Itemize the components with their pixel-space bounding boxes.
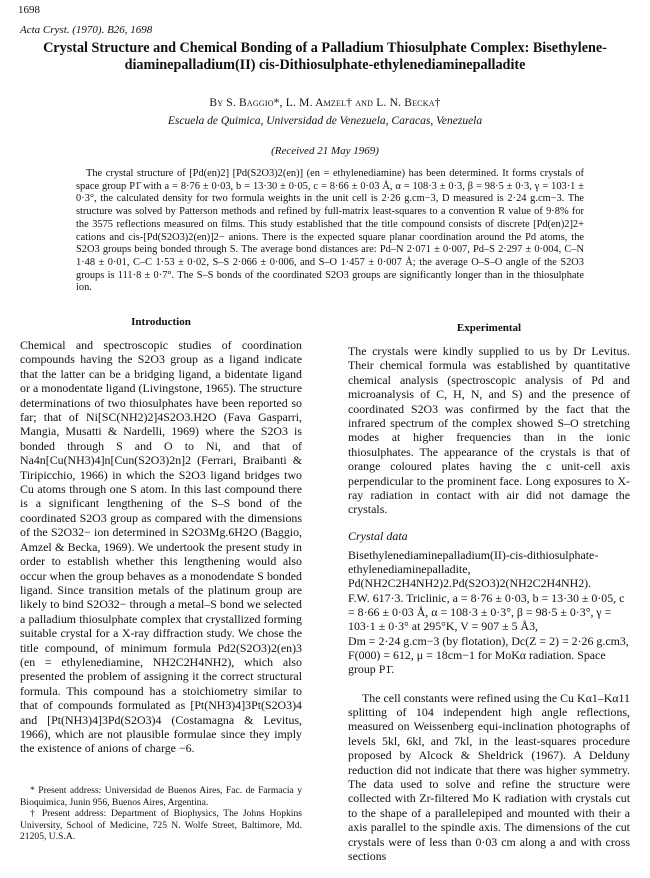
introduction-heading: Introduction bbox=[131, 316, 191, 328]
left-column bbox=[20, 316, 302, 756]
experimental-heading: Experimental bbox=[456, 322, 522, 334]
footnote-1: * Present address: Universidad de Buenos Aires, Fac. de Farmacia y Bioquimica, Junin 956, Buenos Aires, Argentina. bbox=[20, 785, 302, 808]
experimental-text-2: The cell constants were refined using the Cu Kα1–Kα11 splitting of 104 independent high angle reflections, measured on Weissenberg equi-inclination photographs of levels 5kl, 6kl, and 7kl, in the least-squares procedure proposed by Alcock & Sheldrick (1967). A Delduny reduction did not indicate that there was higher symmetry. The data used to solve and refine the structure were collected with Zr-filtered Mo K radiation with crystals cut to the shape of a parallelepiped and mounted with their a axis parallel to the spindle axis. The dimensions of the cut crystals were of less than 0·03 cm along a and with cross sections bbox=[348, 690, 630, 864]
footnote-2: † Present address: Department of Biophysics, The Johns Hopkins University, School of Medicine, 725 N. Wolfe Street, Baltimore, Md. 21205, U.S.A. bbox=[20, 808, 302, 843]
title-line-2: diaminepalladium(II) cis-Dithiosulphate-ethylenediaminepalladite bbox=[124, 57, 526, 73]
received-date: (Received 21 May 1969) bbox=[271, 145, 379, 157]
affiliation: Escuela de Quimica, Universidad de Venezuela, Caracas, Venezuela bbox=[167, 115, 483, 127]
right-column bbox=[348, 316, 630, 863]
page-number: 1698 bbox=[18, 4, 40, 16]
title-line-1: Crystal Structure and Chemical Bonding of a Palladium Thiosulphate Complex: Bisethylene- bbox=[43, 40, 607, 56]
experimental-text: The crystals were kindly supplied to us by Dr Levitus. Their chemical formula was established by quantitative chemical analysis (spectroscopic analysis of Pd and microanalysis of C, H, N, and S) and the presence of coordinated S2O3 was confirmed by the fact that the infrared spectrum of the complex showed S–O stretching modes at higher frequencies than in the ionic thiosulphates. The appearance of the crystals is that of orange coloured plates having the c unit-cell axis perpendicular to the prominent face. Long exposures to X-ray radiation in contact with air did not damage the crystals. bbox=[348, 344, 630, 517]
journal-citation: Acta Cryst. (1970). B26, 1698 bbox=[20, 24, 153, 36]
abstract bbox=[76, 168, 584, 295]
crystal-data-line-3: F.W. 617·3. Triclinic, a = 8·76 ± 0·03, b = 13·30 ± 0·05, c = 8·66 ± 0·03 Å, α = 108·3 ± 0·3°, β = 98·5 ± 0·3°, γ = 103·1 ± 0·3° at 295°K, V = 907 ± 5 Å3, bbox=[348, 590, 625, 634]
crystal-data-heading: Crystal data bbox=[348, 528, 408, 543]
crystal-data-line-2: Pd(NH2C2H4NH2)2.Pd(S2O3)2(NH2C2H4NH2). bbox=[348, 576, 592, 591]
crystal-data bbox=[348, 548, 630, 677]
crystal-data-line-1: Bisethylenediaminepalladium(II)-cis-dithiosulphate-ethylenediaminepalladite, bbox=[348, 547, 599, 577]
abstract-text: The crystal structure of [Pd(en)2] [Pd(S2O3)2(en)] (en = ethylenediamine) has been determined. It forms crystals of space group P1̄ with a = 8·76 ± 0·03, b = 13·30 ± 0·05, c = 8·66 ± 0·03 Å, α = 108·3 ± 0·3, β = 98·5 ± 0·3, γ = 103·1 ± 0·3°, the calculated density for two formula weights in the unit cell is 2·26 g.cm−3, D measured is 2·24 g.cm−3. The structure was solved by Patterson methods and refined by full-matrix least-squares to a convention R value of 9·8% for the 3575 reflections measured on films. This study established that the title compound consists of discrete [Pd(en)2]2+ cations and cis-[Pd(S2O3)2(en)]2− anions. There is the expected square planar coordination around the Pd atoms, the S2O3 groups being bonded through S. The average bond distances are: Pd–N 2·071 ± 0·007, Pd–S 2·297 ± 0·004, C–N 1·48 ± 0·01, C–C 1·53 ± 0·02, S–S 2·066 ± 0·006, and S–O 1·457 ± 0·007 Å; the average O–S–O angle of the S2O3 groups is 111·8 ± 0·7°. The S–S bonds of the coordinated S2O3 groups are significantly longer than in the thiosulphate ion. bbox=[76, 168, 584, 294]
paper-title bbox=[16, 40, 634, 74]
crystal-data-line-4: Dm = 2·24 g.cm−3 (by flotation), Dc(Z = 2) = 2·26 g.cm3, F(000) = 612, μ = 18cm−1 for MoKα radiation. Space group P1̄. bbox=[348, 633, 629, 677]
introduction-text: Chemical and spectroscopic studies of coordination compounds having the S2O3 group as a ligand indicate that the latter can be a bridging ligand, a bidentate ligand or a monodentate ligand (Livingstone, 1965). The structure determinations of two thiosulphates have been reported so far; that of Ni[SC(NH2)2]4S2O3.H2O (Fava Gasparri, Mangia, Musatti & Nardelli, 1969) where the S2O3 is bonded through S and O to Ni, and that of Na4n[Cu(NH3)4]n[Cun(S2O3)2n]2 (Ferrari, Braibanti & Tiripicchio, 1966) in which the S2O3 ligand bridges two Cu atoms through one S atom. In this last compound there is a significant lengthening of the S–S bond of the coordinated S2O3 group as compared with the dimensions of the S2O32− ion determined in S2O3Mg.6H2O (Baggio, Amzel & Becka, 1969). We undertook the present study in order to establish whether this lengthening would also occur when the group behaves as a monodendate S bonded ligand. Since transition metals of the platinum group are likely to bind S2O32− through a metal–S bond we selected a palladium thiosulphate complex that crystallized forming suitable crystal for a X-ray diffraction study. We chose the title compound, of minimum formula Pd2(S2O3)2(en)3 (en = ethylenediamine, NH2C2H4NH2), which also presented the problem of assigning it the correct structural formula. This compound has a stoichiometry similar to that of compounds formulated as [Pt(NH3)4]3Pt(S2O3)4 and [Pt(NH3)4]3Pd(S2O3)4 (Costamagna & Levitus, 1966), which are not plausible formulae since they imply the existence of anions of charge −6. bbox=[20, 338, 302, 756]
authors: By S. Baggio*, L. M. Amzel† and L. N. Becka† bbox=[209, 97, 441, 109]
footnotes bbox=[20, 785, 302, 843]
